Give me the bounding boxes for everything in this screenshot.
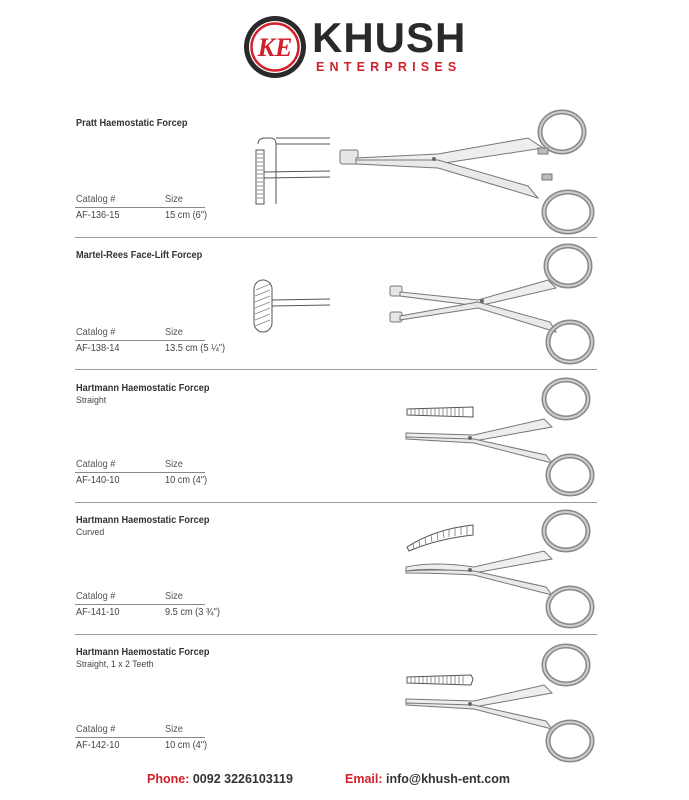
size-label: Size bbox=[165, 591, 183, 602]
catalog-label: Catalog # bbox=[76, 194, 116, 205]
product-title: Hartmann Haemostatic Forcep bbox=[76, 647, 210, 658]
size-value: 13.5 cm (5 ¼") bbox=[165, 343, 226, 354]
product-subtitle: Curved bbox=[76, 527, 105, 538]
phone-contact bbox=[147, 772, 293, 786]
header bbox=[0, 0, 689, 90]
tip-detail-icon bbox=[250, 136, 332, 206]
logo-monogram: KE bbox=[257, 33, 293, 62]
product-title: Hartmann Haemostatic Forcep bbox=[76, 515, 210, 526]
size-value: 9.5 cm (3 ¾") bbox=[165, 607, 220, 618]
phone-label: Phone: bbox=[147, 772, 190, 786]
product-section bbox=[0, 106, 689, 238]
size-value: 10 cm (4") bbox=[165, 475, 208, 486]
tip-detail-icon bbox=[252, 278, 332, 334]
forcep-image bbox=[404, 509, 600, 631]
header-rule bbox=[75, 604, 205, 605]
forcep-image bbox=[404, 377, 600, 499]
header-rule bbox=[75, 340, 205, 341]
size-label: Size bbox=[165, 194, 183, 205]
email-address[interactable]: info@khush-ent.com bbox=[386, 772, 510, 786]
catalog-label: Catalog # bbox=[76, 459, 116, 470]
header-rule bbox=[75, 207, 205, 208]
product-section bbox=[0, 503, 689, 635]
size-value: 10 cm (4") bbox=[165, 740, 208, 751]
brand-name: KHUSH bbox=[312, 14, 467, 61]
catalog-label: Catalog # bbox=[76, 724, 116, 735]
catalog-number: AF-140-10 bbox=[76, 475, 120, 486]
product-title: Pratt Haemostatic Forcep bbox=[76, 118, 188, 129]
forcep-image bbox=[388, 242, 600, 366]
product-subtitle: Straight bbox=[76, 395, 107, 406]
size-value: 15 cm (6") bbox=[165, 210, 208, 221]
product-section bbox=[0, 371, 689, 503]
email-label: Email: bbox=[345, 772, 383, 786]
brand-subtitle: ENTERPRISES bbox=[316, 60, 462, 74]
product-title: Martel-Rees Face-Lift Forcep bbox=[76, 250, 203, 261]
catalog-number: AF-138-14 bbox=[76, 343, 120, 354]
size-label: Size bbox=[165, 459, 183, 470]
product-section bbox=[0, 635, 689, 767]
forcep-image bbox=[338, 108, 600, 236]
product-subtitle: Straight, 1 x 2 Teeth bbox=[76, 659, 154, 670]
catalog-label: Catalog # bbox=[76, 327, 116, 338]
section-divider bbox=[75, 369, 597, 370]
catalog-label: Catalog # bbox=[76, 591, 116, 602]
phone-number[interactable]: 0092 3226103119 bbox=[192, 772, 293, 786]
header-rule bbox=[75, 472, 205, 473]
logo-icon bbox=[242, 14, 308, 80]
product-title: Hartmann Haemostatic Forcep bbox=[76, 383, 210, 394]
catalog-number: AF-142-10 bbox=[76, 740, 120, 751]
size-label: Size bbox=[165, 724, 183, 735]
catalog-number: AF-136-15 bbox=[76, 210, 120, 221]
product-section bbox=[0, 238, 689, 370]
email-contact bbox=[345, 772, 510, 786]
forcep-image bbox=[404, 643, 600, 765]
footer-contact bbox=[0, 772, 689, 792]
header-rule bbox=[75, 737, 205, 738]
catalog-number: AF-141-10 bbox=[76, 607, 120, 618]
size-label: Size bbox=[165, 327, 183, 338]
